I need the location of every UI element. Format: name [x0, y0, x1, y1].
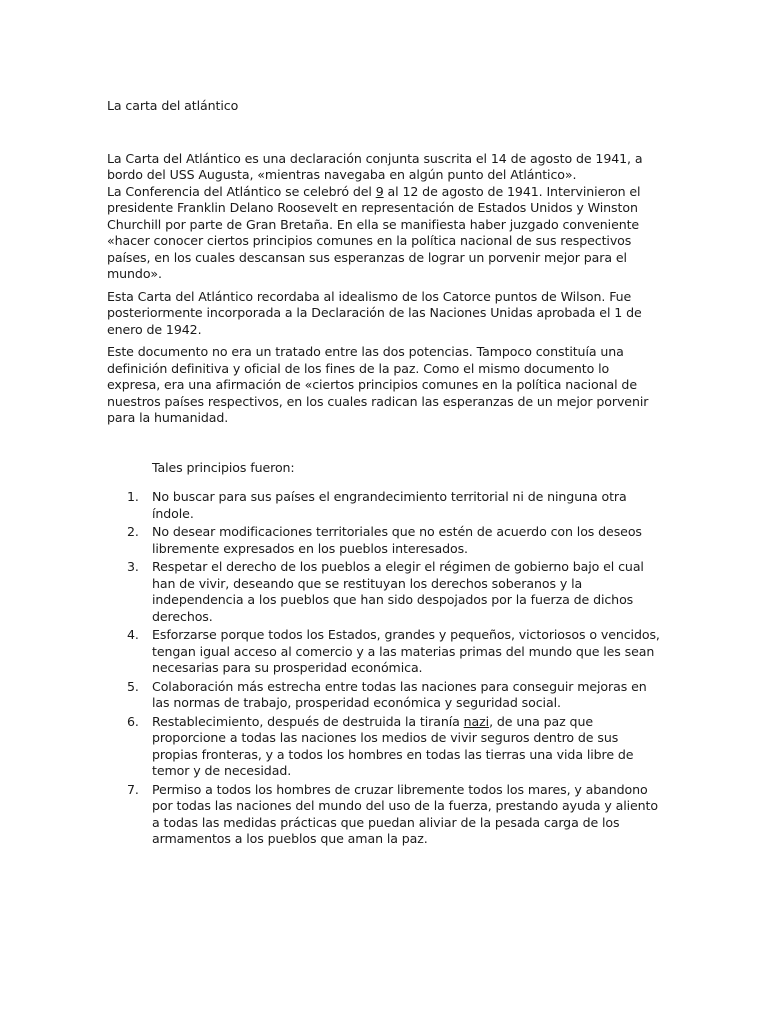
list-item-text-before: Restablecimiento, después de destruida la tiranía [152, 713, 464, 729]
document-page [107, 98, 663, 850]
list-item-number: 2. [127, 524, 139, 539]
underlined-date: 9 [375, 183, 384, 199]
paragraph-1-line-1: La Carta del Atlántico es una declaración conjunta suscrita el 14 de agosto de 1941, a bordo del USS Augusta, «mientras navegaba en algún punto del Atlántico». [107, 150, 643, 182]
list-item-text: No desear modificaciones territoriales que no estén de acuerdo con los deseos libremente expresados en los pueblos interesados. [152, 524, 642, 556]
list-item-number: 6. [127, 713, 139, 729]
list-item-number: 5. [127, 678, 139, 694]
list-item-text: No buscar para sus países el engrandecimiento territorial ni de ninguna otra índole. [152, 489, 627, 521]
list-item-text: Permiso a todos los hombres de cruzar libremente todos los mares, y abandono por todas las naciones del mundo del uso de la fuerza, prestando ayuda y aliento a todas las medidas prácticas que puedan aliviar de la pesada carga de los armamentos a los pueblos que aman la paz. [152, 781, 658, 846]
list-item [107, 679, 663, 712]
principles-intro: Tales principios fueron: [152, 459, 295, 475]
list-item-text: Respetar el derecho de los pueblos a elegir el régimen de gobierno bajo el cual han de vivir, deseando que se restituyan los derechos soberanos y la independencia a los pueblos que han sido despojados por la fuerza de dichos derechos. [152, 559, 644, 624]
list-item-text-after: , de una paz que proporcione a todas las naciones los medios de vivir seguros dentro de sus propias fronteras, y a todos los hombres en todas las tierras una vida libre de temor y de necesidad. [152, 713, 634, 778]
list-item [107, 524, 663, 557]
paragraph-1-line-2-before: La Conferencia del Atlántico se celebró del [107, 183, 376, 199]
underlined-word: nazi [463, 713, 490, 729]
list-item [107, 714, 663, 780]
paragraph-1 [107, 151, 663, 283]
list-item [107, 627, 663, 677]
list-item [107, 782, 663, 848]
list-item-text: Colaboración más estrecha entre todas las naciones para conseguir mejoras en las normas de trabajo, prosperidad económica y seguridad social. [152, 678, 647, 710]
list-item-number: 7. [127, 781, 139, 797]
list-item-number: 3. [127, 559, 139, 574]
paragraph-2: Esta Carta del Atlántico recordaba al idealismo de los Catorce puntos de Wilson. Fue posteriormente incorporada a la Declaración de las Naciones Unidas aprobada el 1 de enero de 1942. [107, 288, 642, 337]
list-item-number: 1. [127, 489, 139, 504]
list-item-number: 4. [127, 627, 139, 642]
document-title: La carta del atlántico [107, 98, 239, 113]
list-item [107, 489, 663, 522]
list-item [107, 559, 663, 625]
paragraph-1-line-2-after: al 12 de agosto de 1941. Intervinieron el presidente Franklin Delano Roosevelt en representación de Estados Unidos y Winston Churchill por parte de Gran Bretaña. En ella se manifiesta haber juzgado conveniente «hacer conocer ciertos principios comunes en la política nacional de sus respectivos países, en los cuales descansan sus esperanzas de lograr un porvenir mejor para el mundo». [107, 183, 641, 281]
principles-list [107, 489, 663, 848]
paragraph-3: Este documento no era un tratado entre las dos potencias. Tampoco constituía una definición definitiva y oficial de los fines de la paz. Como el mismo documento lo expresa, era una afirmación de «ciertos principios comunes en la política nacional de nuestros países respectivos, en los cuales radican las esperanzas de un mejor porvenir para la humanidad. [107, 344, 649, 425]
list-item-text: Esforzarse porque todos los Estados, grandes y pequeños, victoriosos o vencidos, tengan igual acceso al comercio y a las materias primas del mundo que les sean necesarias para su prosperidad económica. [152, 627, 660, 675]
